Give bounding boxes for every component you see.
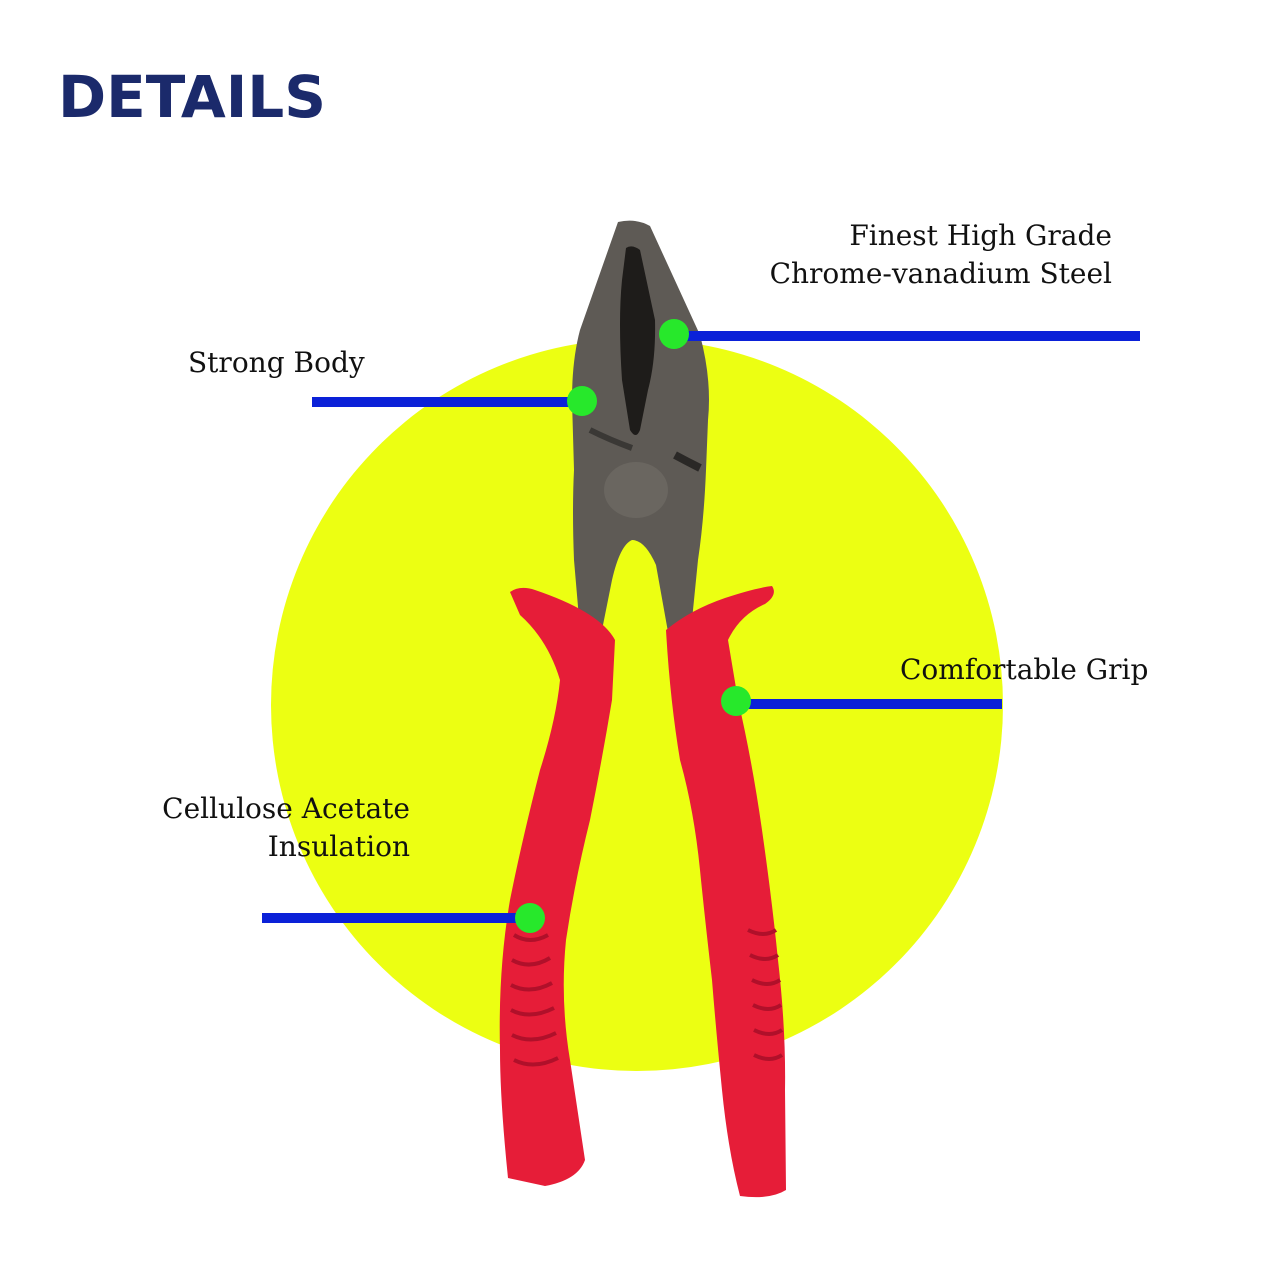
steel-callout-label bbox=[770, 217, 1112, 293]
steel-leader-line bbox=[674, 331, 1140, 341]
steel-callout-line2: Chrome-vanadium Steel bbox=[769, 257, 1112, 290]
body-leader-line bbox=[312, 397, 582, 407]
body-callout-label: Strong Body bbox=[188, 346, 365, 379]
grip-marker-dot bbox=[721, 686, 751, 716]
grip-callout-label: Comfortable Grip bbox=[900, 653, 1149, 686]
page-title: DETAILS bbox=[58, 63, 327, 131]
insulation-leader-line bbox=[262, 913, 530, 923]
body-marker-dot bbox=[567, 386, 597, 416]
steel-marker-dot bbox=[659, 319, 689, 349]
insulation-callout-line2: Insulation bbox=[267, 830, 410, 863]
pivot-joint bbox=[604, 462, 668, 518]
insulation-marker-dot bbox=[515, 903, 545, 933]
steel-callout-line1: Finest High Grade bbox=[849, 219, 1112, 252]
grip-leader-line bbox=[736, 699, 1002, 709]
insulation-callout-line1: Cellulose Acetate bbox=[162, 792, 410, 825]
insulation-callout-label bbox=[162, 790, 410, 866]
